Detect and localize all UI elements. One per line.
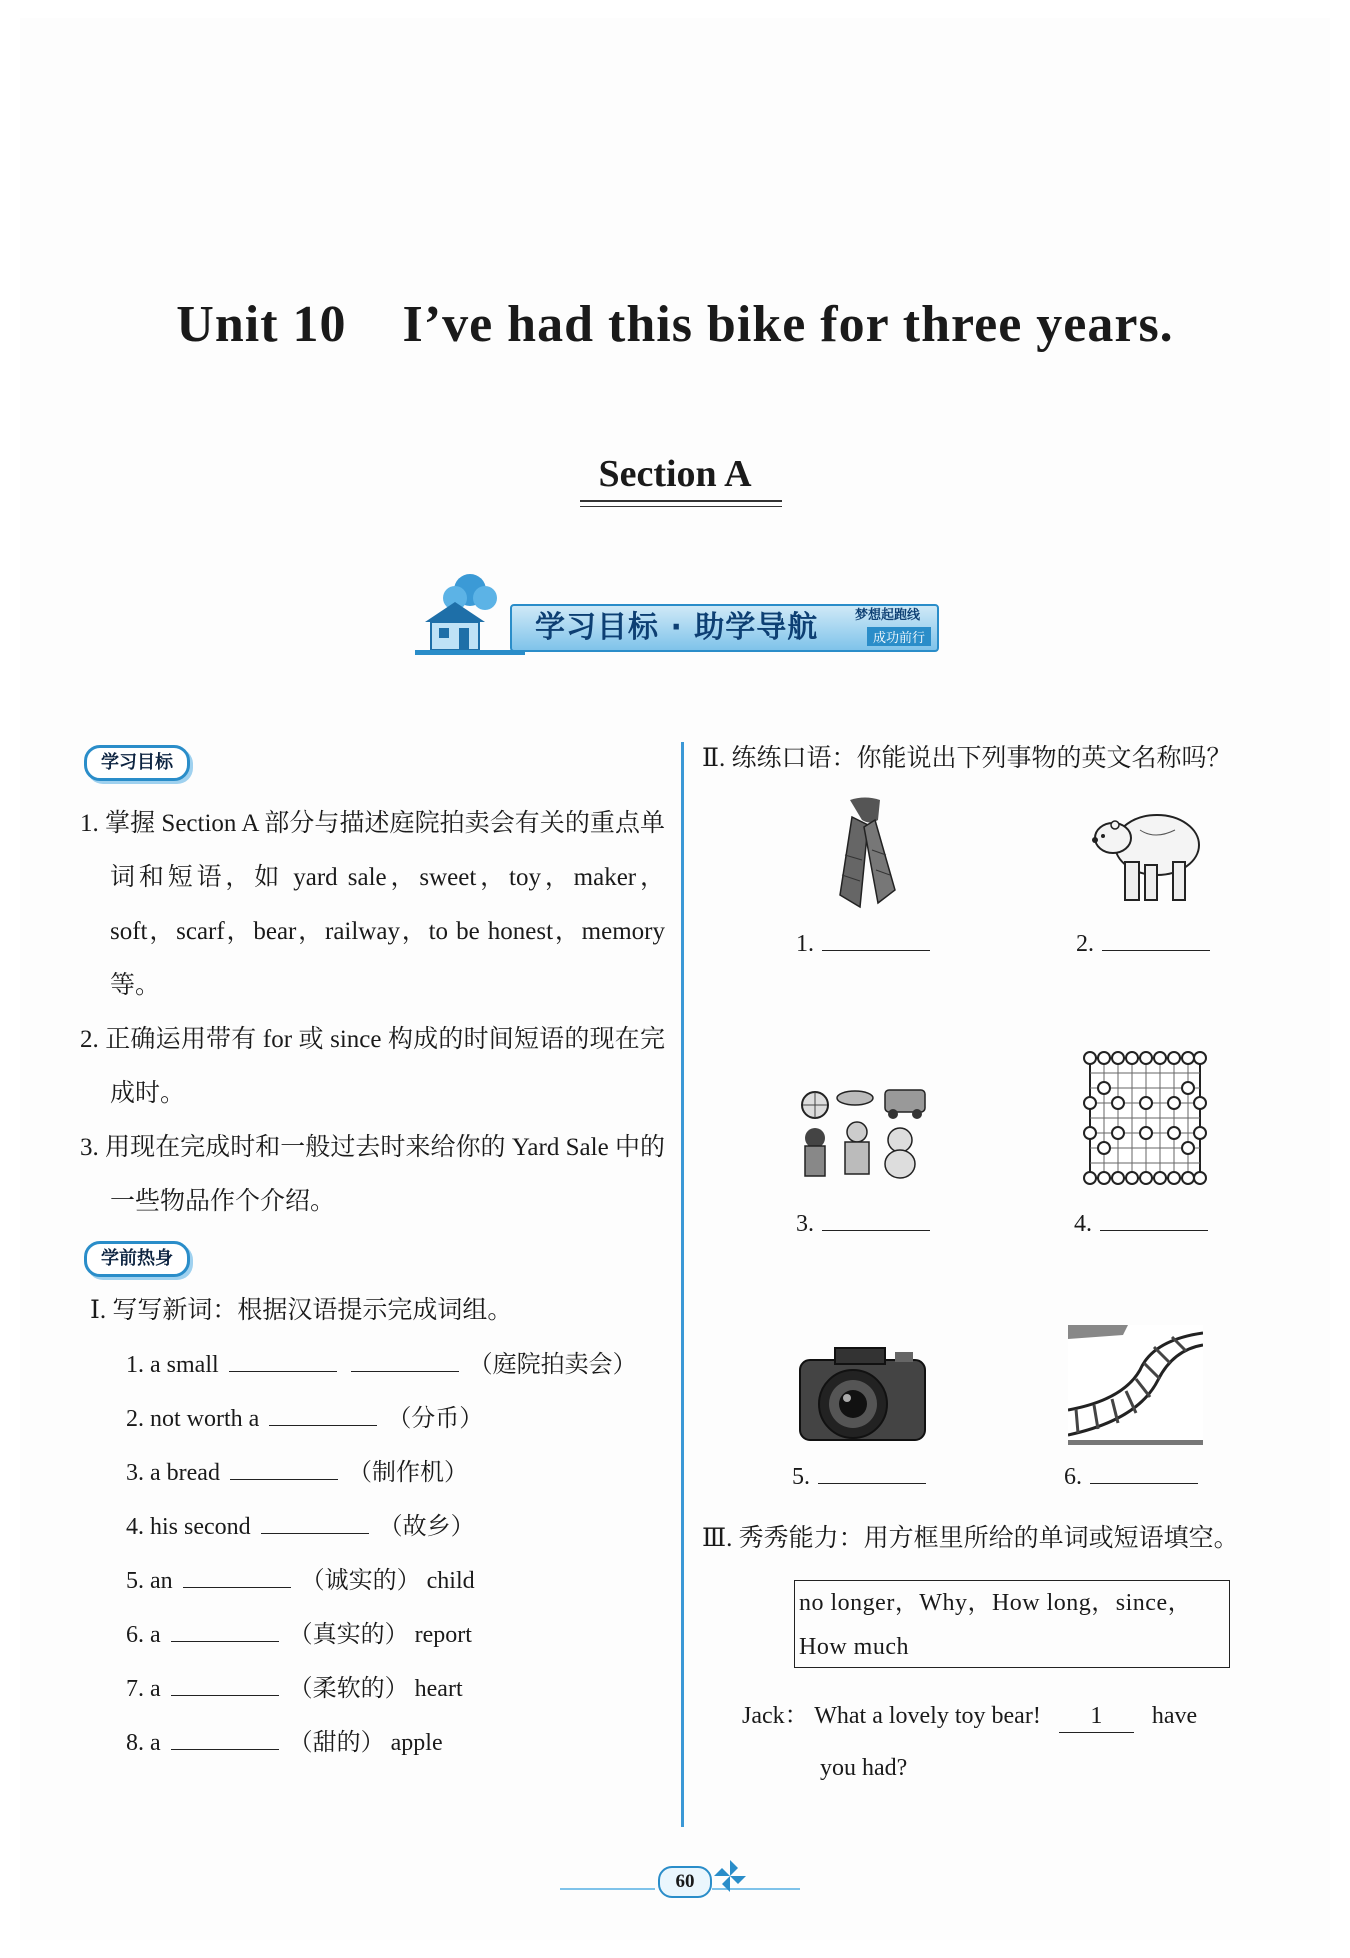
word-box <box>794 1580 1230 1668</box>
dialog-line: you had? <box>820 1755 908 1781</box>
fill-item-suffix: apple <box>390 1730 443 1756</box>
camera-icon <box>795 1340 930 1445</box>
objectives-list <box>80 797 665 1229</box>
fill-item-6 <box>126 1608 637 1662</box>
fill-item-5 <box>126 1554 637 1608</box>
page-footer <box>560 1862 800 1902</box>
dialog <box>742 1690 1290 1794</box>
fill-item-prefix: 7. a <box>126 1676 161 1702</box>
answer-blank[interactable] <box>171 1675 279 1696</box>
answer-blank[interactable] <box>261 1513 369 1534</box>
study-goals-banner <box>415 572 950 657</box>
section-title: Section A <box>598 453 752 495</box>
section-underline <box>580 500 782 507</box>
word-box-line: How much <box>799 1634 909 1660</box>
scarf-icon <box>820 795 910 910</box>
answer-blank[interactable] <box>183 1567 291 1588</box>
part3-heading: Ⅲ. 秀秀能力：用方框里所给的单词或短语填空。 <box>702 1525 1239 1552</box>
fill-item-prefix: 1. a small <box>126 1352 219 1378</box>
dialog-line <box>742 1690 1290 1742</box>
answer-blank[interactable] <box>230 1459 338 1480</box>
answer-blank[interactable] <box>351 1351 459 1372</box>
page-number: 60 <box>658 1866 712 1898</box>
objectives-tag: 学习目标 <box>84 745 190 781</box>
answer-blank[interactable] <box>818 1463 926 1484</box>
fill-item-hint: （柔软的） <box>288 1676 409 1702</box>
dialog-answer-blank[interactable]: 1 <box>1059 1700 1134 1733</box>
fill-item-hint: （分币） <box>387 1406 484 1432</box>
footer-line-left <box>560 1888 655 1890</box>
fill-item-suffix: heart <box>414 1676 463 1702</box>
fill-item-hint: （诚实的） <box>300 1568 421 1594</box>
part2-heading: Ⅱ. 练练口语：你能说出下列事物的英文名称吗？ <box>702 745 1232 772</box>
fill-item-prefix: 6. a <box>126 1622 161 1648</box>
house-tree-icon <box>415 572 525 657</box>
fill-item-prefix: 5. an <box>126 1568 173 1594</box>
unit-title: Unit 10 I’ve had this bike for three years. <box>176 296 1174 353</box>
part1-heading: Ⅰ. 写写新词：根据汉语提示完成词组。 <box>90 1297 513 1324</box>
fill-item-prefix: 8. a <box>126 1730 161 1756</box>
fill-item-hint: （庭院拍卖会） <box>468 1352 637 1378</box>
pinwheel-icon <box>710 1856 750 1896</box>
answer-blank[interactable] <box>269 1405 377 1426</box>
answer-blank[interactable] <box>171 1729 279 1750</box>
fill-item-hint: （甜的） <box>288 1730 385 1756</box>
warmup-tag: 学前热身 <box>84 1241 190 1277</box>
answer-blank[interactable] <box>229 1351 337 1372</box>
answer-blank[interactable] <box>171 1621 279 1642</box>
railway-icon <box>1068 1325 1203 1445</box>
picture-label-5: 5. <box>792 1463 930 1491</box>
fill-item-suffix: child <box>426 1568 475 1594</box>
fill-item-2 <box>126 1392 637 1446</box>
toys-icon <box>795 1080 935 1190</box>
answer-blank[interactable] <box>822 1210 930 1231</box>
column-divider <box>681 742 684 1827</box>
fill-item-hint: （真实的） <box>288 1622 409 1648</box>
answer-blank[interactable] <box>1100 1210 1208 1231</box>
dialog-text: have <box>1151 1703 1198 1729</box>
banner-title: 学习目标 · 助学导航 <box>535 610 819 645</box>
banner-subtitle-1: 梦想起跑线 <box>855 608 921 623</box>
word-box-line: no longer，Why，How long，since， <box>799 1590 1193 1616</box>
fill-item-3 <box>126 1446 637 1500</box>
bear-icon <box>1085 800 1205 908</box>
objective-item: 2. 正确运用带有 for 或 since 构成的时间短语的现在完成时。 <box>80 1026 665 1107</box>
dialog-text: What a lovely toy bear! <box>814 1703 1041 1729</box>
fill-item-hint: （制作机） <box>347 1460 468 1486</box>
chess-board-icon <box>1080 1048 1210 1188</box>
fill-item-4 <box>126 1500 637 1554</box>
fill-in-list <box>126 1338 637 1770</box>
picture-label-3: 3. <box>796 1210 934 1238</box>
answer-blank[interactable] <box>822 930 930 951</box>
picture-label-1: 1. <box>796 930 934 958</box>
fill-item-8 <box>126 1716 637 1770</box>
picture-label-6: 6. <box>1064 1463 1202 1491</box>
answer-blank[interactable] <box>1090 1463 1198 1484</box>
objective-item: 1. 掌握 Section A 部分与描述庭院拍卖会有关的重点单词和短语，如 yard sale，sweet，toy，maker，soft，scarf，bear，railway，to be honest，memory 等。 <box>80 810 665 999</box>
dialog-speaker: Jack： <box>742 1703 809 1729</box>
picture-label-4: 4. <box>1074 1210 1212 1238</box>
fill-item-prefix: 4. his second <box>126 1514 251 1540</box>
answer-blank[interactable] <box>1102 930 1210 951</box>
fill-item-prefix: 3. a bread <box>126 1460 220 1486</box>
fill-item-suffix: report <box>414 1622 472 1648</box>
fill-item-7 <box>126 1662 637 1716</box>
fill-item-hint: （故乡） <box>378 1514 475 1540</box>
banner-subtitle-2: 成功前行 <box>867 627 931 646</box>
fill-item-1 <box>126 1338 637 1392</box>
fill-item-prefix: 2. not worth a <box>126 1406 260 1432</box>
picture-label-2: 2. <box>1076 930 1214 958</box>
objective-item: 3. 用现在完成时和一般过去时来给你的 Yard Sale 中的一些物品作个介绍。 <box>80 1134 665 1215</box>
